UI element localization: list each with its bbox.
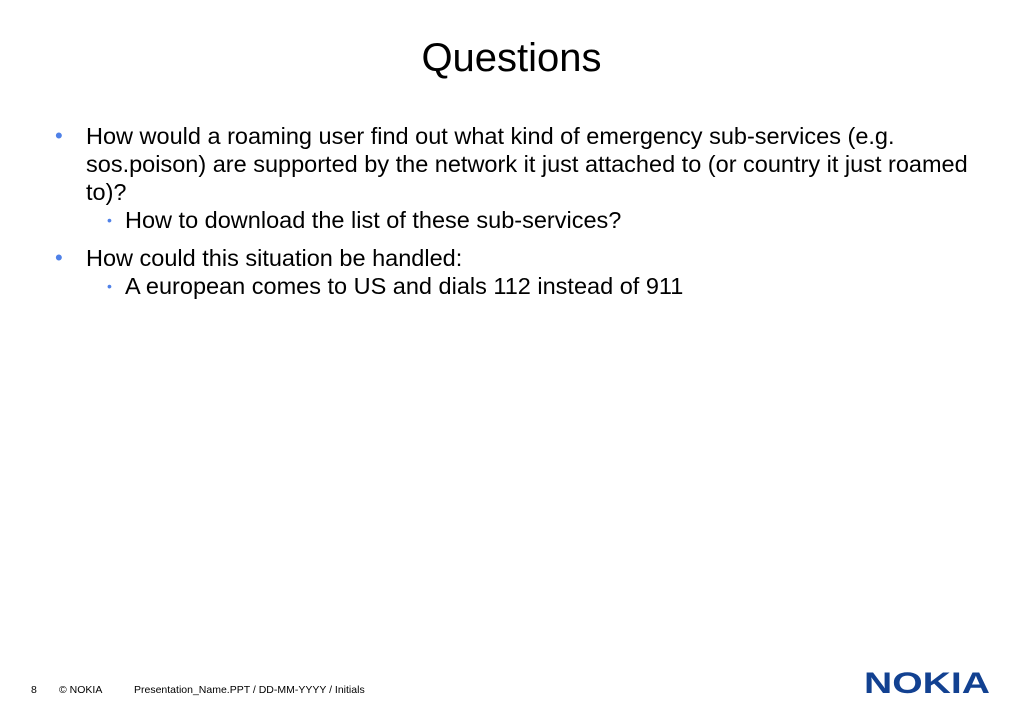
bullet-item	[55, 244, 975, 300]
nokia-logo	[863, 669, 991, 695]
bullet-text: How could this situation be handled:	[86, 245, 463, 271]
file-info-text: Presentation_Name.PPT / DD-MM-YYYY / Initials	[134, 684, 365, 696]
nokia-logo-text: NOKIA	[864, 669, 990, 695]
bullet-marker: •	[55, 123, 63, 148]
slide-title: Questions	[421, 36, 602, 80]
bullet-text: How would a roaming user find out what kind of emergency sub-services (e.g. sos.poison) are supported by the network it just attached to (or country it just roamed to)?	[86, 123, 968, 205]
sub-bullet-list	[86, 206, 975, 234]
bullet-list	[55, 122, 975, 310]
sub-bullet-item	[86, 206, 975, 234]
sub-bullet-item	[86, 272, 975, 300]
page-number: 8	[31, 684, 37, 696]
sub-bullet-list	[86, 272, 975, 300]
copyright-text: © NOKIA	[59, 684, 103, 696]
sub-bullet-marker: •	[107, 278, 112, 294]
sub-bullet-text: A european comes to US and dials 112 instead of 911	[125, 273, 684, 299]
bullet-marker: •	[55, 245, 63, 270]
sub-bullet-text: How to download the list of these sub-services?	[125, 207, 622, 233]
bullet-item	[55, 122, 975, 234]
sub-bullet-marker: •	[107, 212, 112, 228]
